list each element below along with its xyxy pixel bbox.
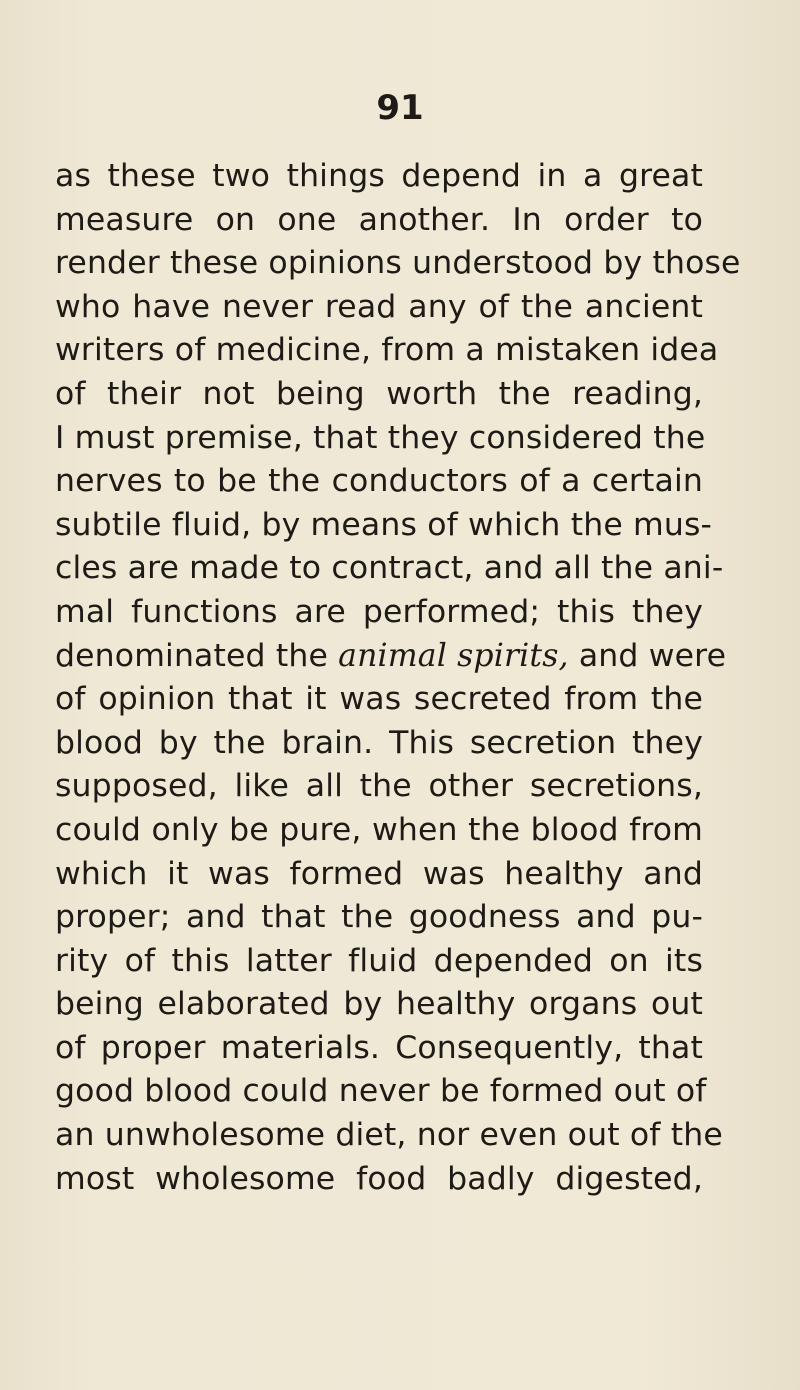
text-line: being elaborated by healthy organs out: [55, 986, 703, 1023]
text-line: cles are made to contract, and all the ani-: [55, 550, 724, 587]
text-line: mal functions are performed; this they: [55, 593, 703, 630]
text-line: I must premise, that they considered the: [55, 419, 706, 456]
text-line: nerves to be the conductors of a certain: [55, 463, 703, 500]
text-line: could only be pure, when the blood from: [55, 811, 703, 848]
text-line: writers of medicine, from a mistaken idea: [55, 332, 719, 369]
text-line: render these opinions understood by those: [55, 245, 741, 282]
text-line: measure on one another. In order to: [55, 201, 703, 238]
text-line: subtile fluid, by means of which the mus-: [55, 506, 713, 543]
text-line: good blood could never be formed out of: [55, 1073, 707, 1110]
text-segment: and were: [568, 637, 727, 674]
text-line: most wholesome food badly digested,: [55, 1160, 703, 1197]
text-line-with-italic: [55, 635, 727, 679]
text-line: proper; and that the goodness and pu-: [55, 899, 703, 936]
text-line: supposed, like all the other secretions,: [55, 768, 703, 805]
body-text: [55, 155, 741, 1201]
text-segment: denominated the: [55, 637, 339, 674]
text-line: as these two things depend in a great: [55, 158, 703, 194]
italic-term: animal spirits,: [338, 637, 569, 674]
text-line: blood by the brain. This secretion they: [55, 724, 703, 761]
text-line: of opinion that it was secreted from the: [55, 681, 703, 718]
text-line: of proper materials. Consequently, that: [55, 1029, 703, 1066]
text-line: which it was formed was healthy and: [55, 855, 703, 892]
text-line: who have never read any of the ancient: [55, 288, 703, 325]
text-line: of their not being worth the reading,: [55, 375, 703, 412]
page-number: 91: [376, 88, 424, 128]
text-line: an unwholesome diet, nor even out of the: [55, 1117, 723, 1154]
text-line: rity of this latter fluid depended on its: [55, 942, 703, 979]
